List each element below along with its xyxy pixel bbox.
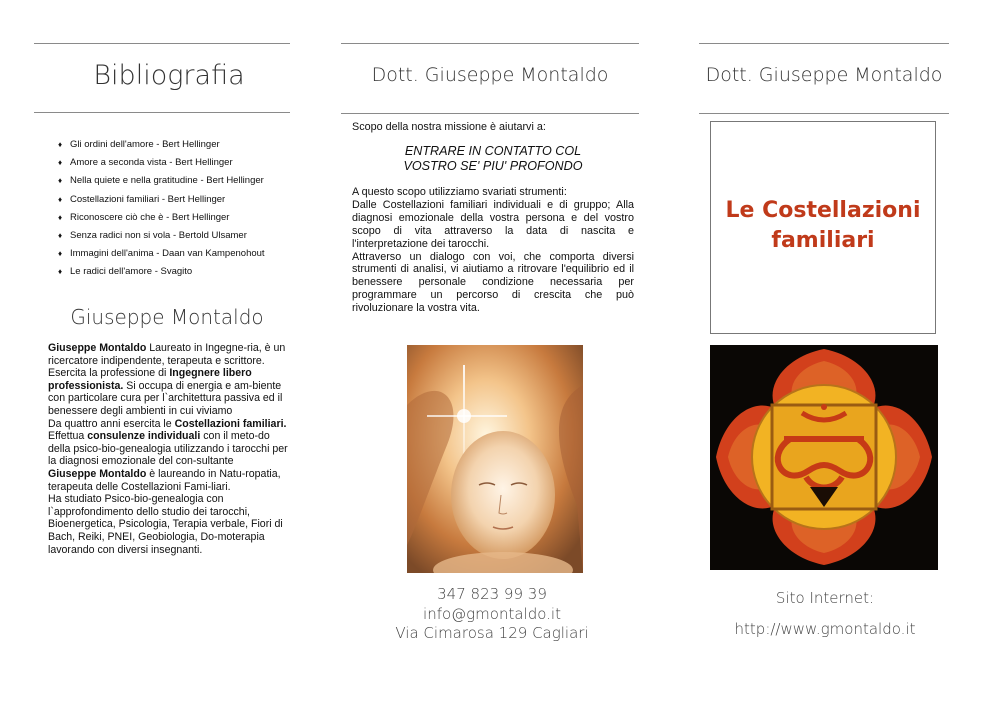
diamond-bullet-icon: ♦ <box>58 140 63 149</box>
diamond-bullet-icon: ♦ <box>58 176 63 186</box>
email-link[interactable]: info@gmontaldo.it <box>423 604 561 623</box>
bio-paragraph: Esercita la professione di Ingegnere libero professionista. Si occupa di energia e am-biente con particolare cura per l`architettura passiva ed il benessere degli ambienti in cui viviamo <box>48 367 283 417</box>
address: Via Cimarosa 129 Cagliari <box>395 624 589 642</box>
website-link[interactable]: http://www.gmontaldo.it <box>734 620 916 638</box>
title-rule <box>341 113 639 114</box>
list-item: ♦ Costellazioni familiari - Bert Hellinger <box>58 193 226 205</box>
title-rule <box>699 113 949 114</box>
bio-paragraph: Da quattro anni esercita le Costellazioni familiari. <box>48 417 287 430</box>
bio-paragraph: Giuseppe Montaldo Laureato in Ingegne-ria, è un ricercatore indipendente, terapeuta e scrittore. <box>48 342 286 367</box>
bibliography-title: Bibliografia <box>93 60 245 91</box>
diamond-bullet-icon: ♦ <box>58 194 63 204</box>
cover-title-box <box>710 121 936 334</box>
diamond-bullet-icon: ♦ <box>58 267 63 277</box>
middle-title: Dott. Giuseppe Montaldo <box>371 64 609 86</box>
website-label: Sito Internet: <box>775 589 875 607</box>
meditation-portrait-image <box>407 345 583 573</box>
list-item: ♦ Amore a seconda vista - Bert Hellinger <box>58 157 233 169</box>
cover-title: Le Costellazioni familiari <box>725 198 921 253</box>
bibliography-list <box>58 139 318 285</box>
list-item: ♦ Senza radici non si vola - Bertold Ulsamer <box>58 229 247 241</box>
diamond-bullet-icon: ♦ <box>58 249 63 259</box>
top-rule <box>341 43 639 44</box>
contact-info <box>392 585 592 644</box>
bio-title: Giuseppe Montaldo <box>70 305 264 329</box>
top-rule <box>699 43 949 44</box>
top-rule <box>34 43 290 44</box>
mission-intro: Scopo della nostra missione è aiutarvi a: <box>352 121 546 133</box>
bio-paragraph: Effettua consulenze individuali con il meto-do della psico-bio-genealogia utilizzando i tarocchi per la diagnosi emozionale del con-sultante <box>48 430 288 468</box>
bio-paragraph: Giuseppe Montaldo è laureando in Natu-ropatia, terapeuta delle Costellazioni Fami-liari. <box>48 467 281 493</box>
list-item: ♦ Gli ordini dell'amore - Bert Hellinger <box>58 139 220 150</box>
list-item: ♦ Le radici dell'amore - Svagito <box>58 266 193 278</box>
diamond-bullet-icon: ♦ <box>58 212 63 222</box>
bio-paragraph: Ha studiato Psico-bio-genealogia con l`approfondimento dello studio dei tarocchi, Bioenergetica, Psicologia, Terapia verbale, Fiori di Bach, Reiki, PNEI, Geobiologia, Do-moterapia lavorando con diversi insegnanti. <box>48 493 283 556</box>
root-chakra-symbol-image <box>710 345 938 570</box>
mission-body: A questo scopo utilizziamo svariati strumenti: Dalle Costellazioni familiari individuali e di gruppo; Alla diagnosi emozionale della vostra persona e del vostro scopo di vita attraverso la data di nascita e l'interpretazione dei tarocchi. Attraverso un dialogo con voi, che comporta diversi strumenti di analisi, vi aiutiamo a ritrovare l'equilibrio ed il benessere personale condizione necessaria per programmare un percorso di crescita che può rivoluzionare la vostra vita. <box>352 186 634 315</box>
list-item: ♦ Nella quiete e nella gratitudine - Bert Hellinger <box>58 175 264 187</box>
list-item: ♦ Immagini dell'anima - Daan van Kampenohout <box>58 248 265 260</box>
list-item: ♦ Riconoscere ciò che è - Bert Hellinger <box>58 211 230 223</box>
diamond-bullet-icon: ♦ <box>58 230 63 240</box>
title-rule <box>34 112 290 113</box>
mission-emphasis: ENTRARE IN CONTATTO COL VOSTRO SE' PIU' PROFONDO <box>403 144 583 173</box>
biography-text <box>48 342 288 556</box>
phone-number: 347 823 99 39 <box>437 585 547 603</box>
right-title: Dott. Giuseppe Montaldo <box>705 64 943 86</box>
diamond-bullet-icon: ♦ <box>58 158 63 168</box>
